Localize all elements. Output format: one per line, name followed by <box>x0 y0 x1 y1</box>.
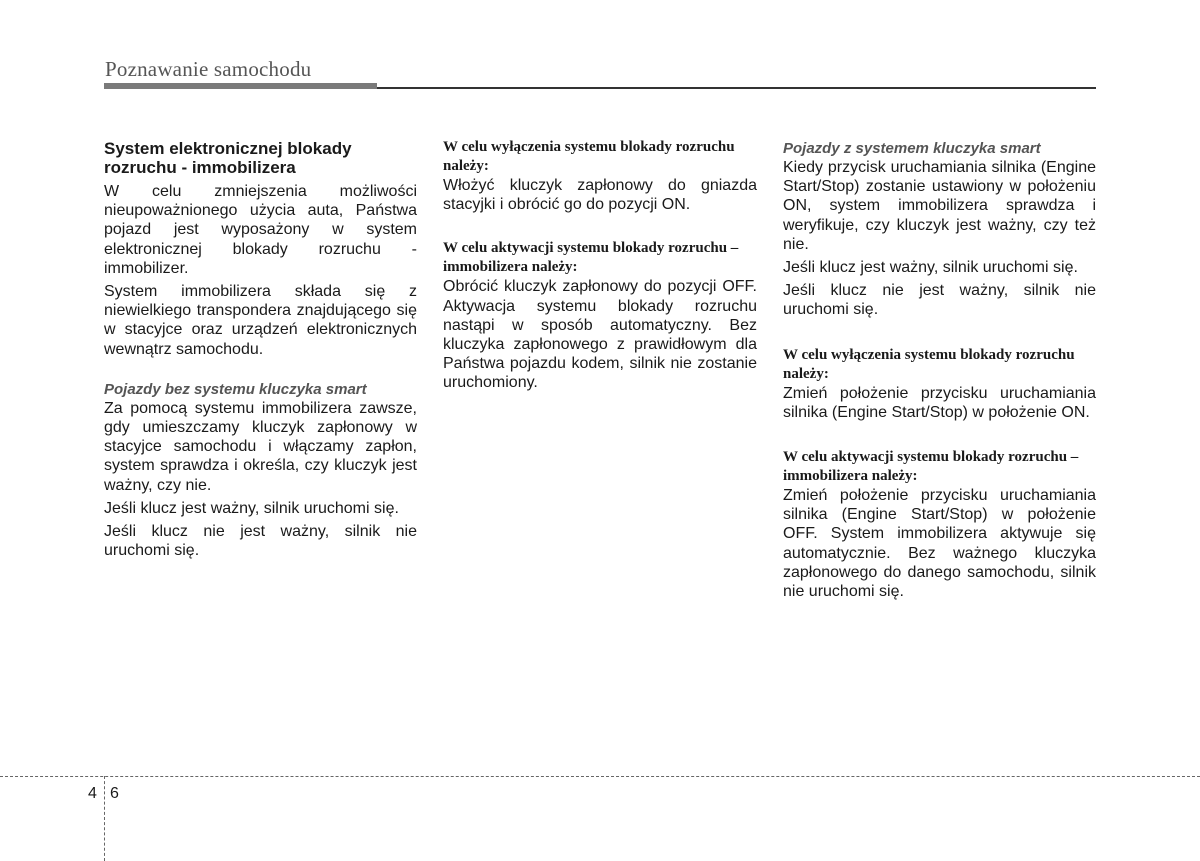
footer-dashed-divider <box>104 776 105 861</box>
paragraph: Jeśli klucz nie jest ważny, silnik nie uruchomi się. <box>783 282 1096 319</box>
chapter-number: 4 <box>88 785 97 802</box>
footer-dashed-rule <box>0 776 1200 777</box>
subheading: W celu wyłączenia systemu blokady rozruchu należy: <box>783 346 1075 382</box>
paragraph: Za pomocą systemu immobilizera zawsze, gdy umieszczamy kluczyk zapłonowy w stacyjce samochodu i włączamy zapłon, system sprawdza i określa, czy kluczyk jest ważny, czy nie. <box>104 399 417 494</box>
paragraph: W celu zmniejszenia możliwości nieupoważnionego użycia auta, Państwa pojazd jest wyposażony w system elektronicznej blokady rozruchu - immobilizer. <box>104 183 417 277</box>
paragraph: Obrócić kluczyk zapłonowy do pozycji OFF. Aktywacja systemu blokady rozruchu nastąpi w sposób automatyczny. Bez kluczyka zapłonowego z prawidłowym dla Państwa pojazdu kodem, silnik nie zostanie uruchomiony. <box>443 278 757 392</box>
column-1 <box>104 139 417 564</box>
section-heading: System elektronicznej blokady rozruchu - immobilizera <box>104 139 352 177</box>
column-3 <box>783 139 1096 605</box>
paragraph: Zmień położenie przycisku uruchamiania silnika (Engine Start/Stop) w położenie ON. <box>783 384 1096 421</box>
header-rule-thick <box>104 83 377 89</box>
header-rule-thin <box>377 87 1096 89</box>
subheading: Pojazdy bez systemu kluczyka smart <box>104 380 367 398</box>
subheading: W celu wyłączenia systemu blokady rozruchu należy: <box>443 139 735 174</box>
column-2 <box>443 138 757 397</box>
paragraph: Włożyć kluczyk zapłonowy do gniazda stacyjki i obrócić go do pozycji ON. <box>443 177 757 214</box>
page-number: 6 <box>110 785 119 802</box>
subheading: W celu aktywacji systemu blokady rozruchu – immobilizera należy: <box>783 449 1079 485</box>
header-title: Poznawanie samochodu <box>105 57 312 81</box>
paragraph: System immobilizera składa się z niewielkiego transpondera znajdującego się w stacyjce oraz urządzeń elektronicznych wewnątrz samochodu. <box>104 283 417 358</box>
paragraph: Jeśli klucz jest ważny, silnik uruchomi się. <box>783 259 1078 277</box>
paragraph: Zmień położenie przycisku uruchamiania silnika (Engine Start/Stop) w położenie OFF. System immobilizera aktywuje się automatycznie. Bez ważnego kluczyka zapłonowego do danego samochodu, silnik nie uruchomi się. <box>783 487 1096 601</box>
paragraph: Jeśli klucz jest ważny, silnik uruchomi się. <box>104 499 399 517</box>
paragraph: Kiedy przycisk uruchamiania silnika (Engine Start/Stop) zostanie ustawiony w położeniu ON, system immobilizera sprawdza i weryfikuje, czy kluczyk jest ważny, czy też nie. <box>783 159 1096 253</box>
subheading: W celu aktywacji systemu blokady rozruchu – immobilizera należy: <box>443 240 739 276</box>
paragraph: Jeśli klucz nie jest ważny, silnik nie uruchomi się. <box>104 523 417 560</box>
subheading: Pojazdy z systemem kluczyka smart <box>783 140 1041 157</box>
